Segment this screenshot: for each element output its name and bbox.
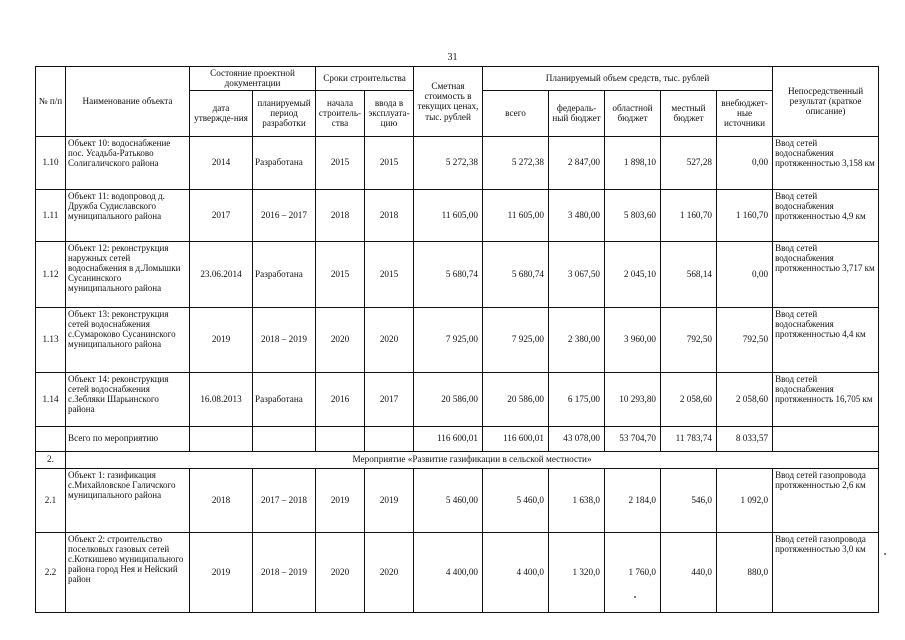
- funds-total: 5 460,0: [483, 468, 549, 532]
- table-row: [36, 241, 879, 307]
- docs-approved: 2017: [190, 189, 253, 241]
- construction-start: 2016: [316, 372, 365, 426]
- object-name: Объект 12: реконструкция наружных сетей водоснабжения в д.Ломышки Сусанинского муниципального района: [66, 241, 190, 307]
- table-row: [36, 136, 879, 189]
- object-name: Объект 1: газификация с.Михайловское Галичского муниципального района: [66, 468, 190, 532]
- docs-planned: Разработана: [253, 136, 316, 189]
- funds-total: 11 605,00: [483, 189, 549, 241]
- header-construction-commission: ввода в эксплуата-цию: [365, 90, 414, 136]
- scan-dot-mark: [884, 553, 886, 555]
- scan-dot-mark: [634, 596, 636, 598]
- page-number: 31: [447, 52, 458, 63]
- docs-approved: 2018: [190, 468, 253, 532]
- estimate-value: 5 272,38: [414, 136, 483, 189]
- header-planned-funds: Планируемый объем средств, тыс. рублей: [483, 67, 773, 91]
- header-name: Наименование объекта: [66, 67, 190, 137]
- funds-local: 440,0: [661, 532, 717, 612]
- estimate-value: 20 586,00: [414, 372, 483, 426]
- funds-local: 568,14: [661, 241, 717, 307]
- funds-local: 527,28: [661, 136, 717, 189]
- row-num: 1.13: [36, 307, 66, 372]
- object-name: Объект 10: водоснабжение пос. Усадьба-Ратьково Солигаличского района: [66, 136, 190, 189]
- funds-offbudget: 2 058,60: [717, 372, 773, 426]
- object-name: Объект 13: реконструкция сетей водоснабжения с.Сумароково Сусанинского муниципального района: [66, 307, 190, 372]
- funds-regional: 10 293,80: [605, 372, 661, 426]
- construction-start: 2019: [316, 468, 365, 532]
- object-name: Объект 14: реконструкция сетей водоснабжения с.Зебляки Шарьинского района: [66, 372, 190, 426]
- funds-offbudget: 1 160,70: [717, 189, 773, 241]
- construction-commission: 2017: [365, 372, 414, 426]
- total-funds: 116 600,01: [483, 426, 549, 451]
- row-num: 2.1: [36, 468, 66, 532]
- construction-commission: 2020: [365, 307, 414, 372]
- funds-offbudget: 0,00: [717, 241, 773, 307]
- funds-regional: 2 184,0: [605, 468, 661, 532]
- section-num: 2.: [36, 451, 66, 468]
- docs-planned: Разработана: [253, 241, 316, 307]
- funds-federal: 3 067,50: [549, 241, 605, 307]
- funds-federal: 6 175,00: [549, 372, 605, 426]
- header-funds-local: местный бюджет: [661, 90, 717, 136]
- header-funds-total: всего: [483, 90, 549, 136]
- row-num: 2.2: [36, 532, 66, 612]
- construction-commission: 2018: [365, 189, 414, 241]
- funds-regional: 1 898,10: [605, 136, 661, 189]
- object-name: Объект 11: водопровод д. Дружба Судиславского муниципального района: [66, 189, 190, 241]
- docs-approved: 2014: [190, 136, 253, 189]
- funds-federal: 3 480,00: [549, 189, 605, 241]
- docs-planned: 2018 – 2019: [253, 307, 316, 372]
- row-num: 1.10: [36, 136, 66, 189]
- funds-regional: 3 960,00: [605, 307, 661, 372]
- docs-approved: 23.06.2014: [190, 241, 253, 307]
- funds-local: 546,0: [661, 468, 717, 532]
- header-num: № п/п: [36, 67, 66, 137]
- funds-regional: 1 760,0: [605, 532, 661, 612]
- header-docs-approved: дата утвержде-ния: [190, 90, 253, 136]
- header-funds-offbudget: внебюджет-ные источники: [717, 90, 773, 136]
- header-funds-federal: федераль-ный бюджет: [549, 90, 605, 136]
- construction-commission: 2020: [365, 532, 414, 612]
- total-federal: 43 078,00: [549, 426, 605, 451]
- construction-commission: 2015: [365, 241, 414, 307]
- funds-offbudget: 880,0: [717, 532, 773, 612]
- funds-local: 1 160,70: [661, 189, 717, 241]
- estimate-value: 5 680,74: [414, 241, 483, 307]
- construction-commission: 2019: [365, 468, 414, 532]
- estimate-value: 5 460,00: [414, 468, 483, 532]
- total-offbudget: 8 033,57: [717, 426, 773, 451]
- funds-total: 5 680,74: [483, 241, 549, 307]
- result-description: Ввод сетей газопровода протяженностью 3,0 км: [773, 532, 879, 612]
- table-row: [36, 532, 879, 612]
- investment-table: [35, 66, 879, 613]
- header-funds-regional: областной бюджет: [605, 90, 661, 136]
- object-name: Объект 2: строительство поселковых газовых сетей с.Коткишево муниципального района город Нея и Нейский район: [66, 532, 190, 612]
- funds-total: 7 925,00: [483, 307, 549, 372]
- docs-planned: 2016 – 2017: [253, 189, 316, 241]
- estimate-value: 7 925,00: [414, 307, 483, 372]
- funds-regional: 5 803,60: [605, 189, 661, 241]
- funds-offbudget: 1 092,0: [717, 468, 773, 532]
- result-description: Ввод сетей водоснабжения протяженность 16,705 км: [773, 372, 879, 426]
- row-num: 1.11: [36, 189, 66, 241]
- table-row: [36, 307, 879, 372]
- construction-start: 2020: [316, 532, 365, 612]
- estimate-value: 11 605,00: [414, 189, 483, 241]
- docs-approved: 16.08.2013: [190, 372, 253, 426]
- total-estimate: 116 600,01: [414, 426, 483, 451]
- section-row: [36, 451, 879, 468]
- estimate-value: 4 400,00: [414, 532, 483, 612]
- result-description: Ввод сетей газопровода протяженностью 2,6 км: [773, 468, 879, 532]
- table-row: [36, 468, 879, 532]
- section-title: Мероприятие «Развитие газификации в сельской местности»: [66, 451, 879, 468]
- docs-planned: Разработана: [253, 372, 316, 426]
- docs-approved: 2019: [190, 532, 253, 612]
- table-row: [36, 372, 879, 426]
- funds-local: 792,50: [661, 307, 717, 372]
- funds-federal: 2 380,00: [549, 307, 605, 372]
- docs-planned: 2017 – 2018: [253, 468, 316, 532]
- table-row: [36, 189, 879, 241]
- row-num: 1.12: [36, 241, 66, 307]
- construction-start: 2015: [316, 136, 365, 189]
- total-label: Всего по мероприятию: [66, 426, 190, 451]
- row-num: 1.14: [36, 372, 66, 426]
- docs-approved: 2019: [190, 307, 253, 372]
- header-docs-planned: планируемый период разработки: [253, 90, 316, 136]
- funds-regional: 2 045,10: [605, 241, 661, 307]
- funds-total: 5 272,38: [483, 136, 549, 189]
- header-estimate: Сметная стоимость в текущих ценах, тыс. рублей: [414, 67, 483, 137]
- total-row: [36, 426, 879, 451]
- result-description: Ввод сетей водоснабжения протяженностью 3,717 км: [773, 241, 879, 307]
- header-docs-state: Состояние проектной документации: [190, 67, 316, 91]
- funds-federal: 1 320,0: [549, 532, 605, 612]
- docs-planned: 2018 – 2019: [253, 532, 316, 612]
- total-local: 11 783,74: [661, 426, 717, 451]
- construction-commission: 2015: [365, 136, 414, 189]
- funds-total: 4 400,0: [483, 532, 549, 612]
- funds-federal: 1 638,0: [549, 468, 605, 532]
- result-description: Ввод сетей водоснабжения протяженностью 4,4 км: [773, 307, 879, 372]
- funds-federal: 2 847,00: [549, 136, 605, 189]
- funds-offbudget: 0,00: [717, 136, 773, 189]
- funds-local: 2 058,60: [661, 372, 717, 426]
- funds-offbudget: 792,50: [717, 307, 773, 372]
- result-description: Ввод сетей водоснабжения протяженностью 4,9 км: [773, 189, 879, 241]
- funds-total: 20 586,00: [483, 372, 549, 426]
- result-description: Ввод сетей водоснабжения протяженностью 3,158 км: [773, 136, 879, 189]
- header-construction-dates: Сроки строительства: [316, 67, 414, 91]
- header-construction-start: начала строитель-ства: [316, 90, 365, 136]
- construction-start: 2020: [316, 307, 365, 372]
- construction-start: 2015: [316, 241, 365, 307]
- total-regional: 53 704,70: [605, 426, 661, 451]
- header-result: Непосредственный результат (краткое описание): [773, 67, 879, 137]
- construction-start: 2018: [316, 189, 365, 241]
